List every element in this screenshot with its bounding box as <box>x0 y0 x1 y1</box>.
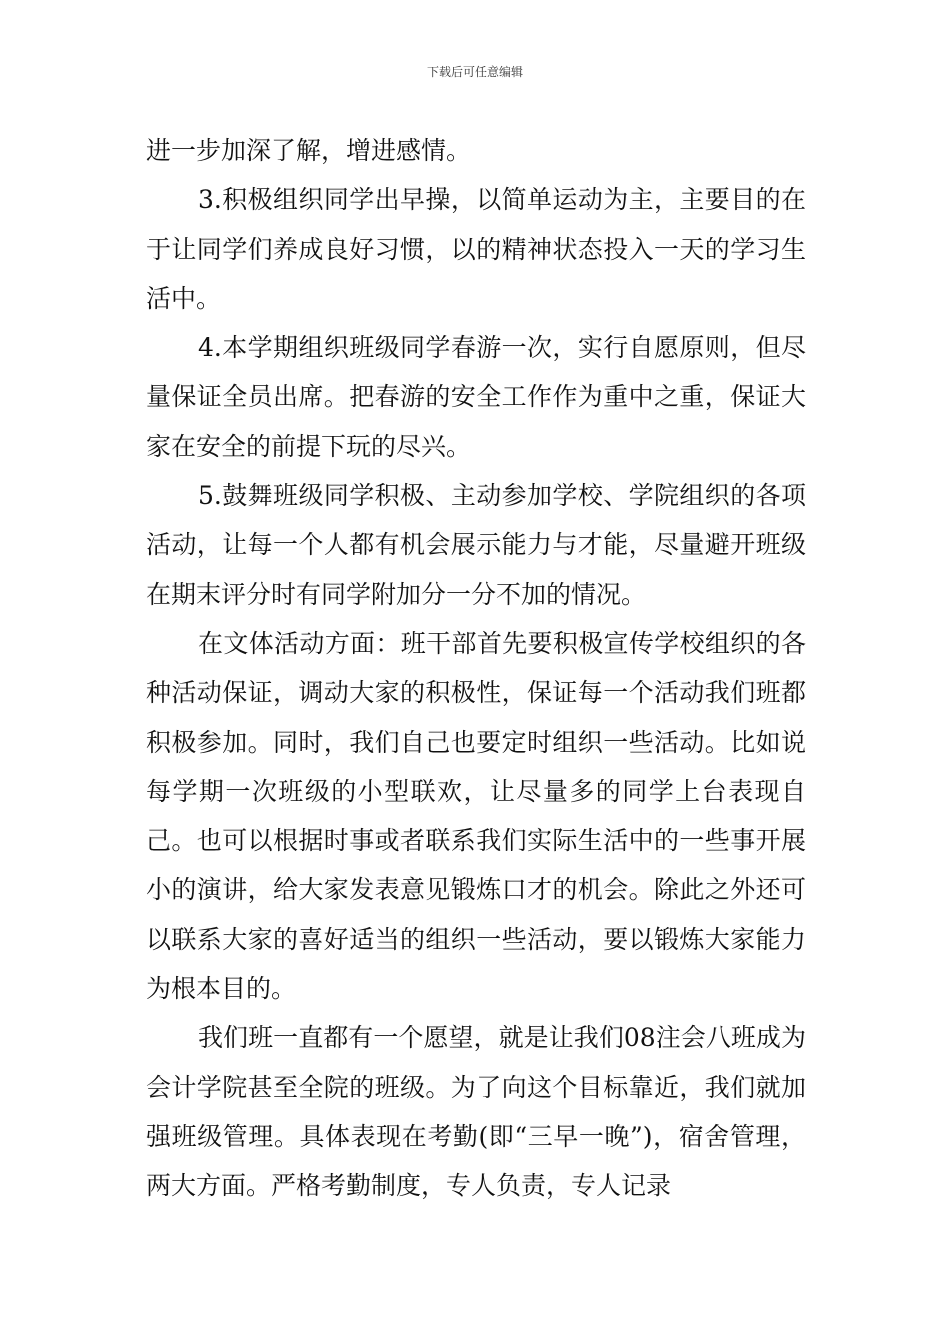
paragraph: 在文体活动方面：班干部首先要积极宣传学校组织的各种活动保证，调动大家的积极性，保证每一个活动我们班都积极参加。同时，我们自己也要定时组织一些活动。比如说每学期一次班级的小型联欢，让尽量多的同学上台表现自己。也可以根据时事或者联系我们实际生活中的一些事开展小的演讲，给大家发表意见锻炼口才的机会。除此之外还可以联系大家的喜好适当的组织一些活动，要以锻炼大家能力为根本目的。 <box>146 628 806 1004</box>
paragraph: 5.鼓舞班级同学积极、主动参加学校、学院组织的各项活动，让每一个人都有机会展示能力与才能，尽量避开班级在期末评分时有同学附加分一分不加的情况。 <box>146 481 806 609</box>
page-header-note: 下载后可任意编辑 <box>426 65 523 79</box>
paragraph: 3.积极组织同学出早操，以简单运动为主，主要目的在于让同学们养成良好习惯，以的精神状态投入一天的学习生活中。 <box>146 185 806 313</box>
document-body <box>146 126 806 1211</box>
paragraph: 我们班一直都有一个愿望，就是让我们08注会八班成为会计学院甚至全院的班级。为了向这个目标靠近，我们就加强班级管理。具体表现在考勤(即“三早一晚”)，宿舍管理，两大方面。严格考勤制度，专人负责，专人记录 <box>146 1023 806 1201</box>
paragraph: 进一步加深了解，增进感情。 <box>146 136 472 165</box>
paragraph: 4.本学期组织班级同学春游一次，实行自愿原则，但尽量保证全员出席。把春游的安全工作作为重中之重，保证大家在安全的前提下玩的尽兴。 <box>146 333 806 461</box>
